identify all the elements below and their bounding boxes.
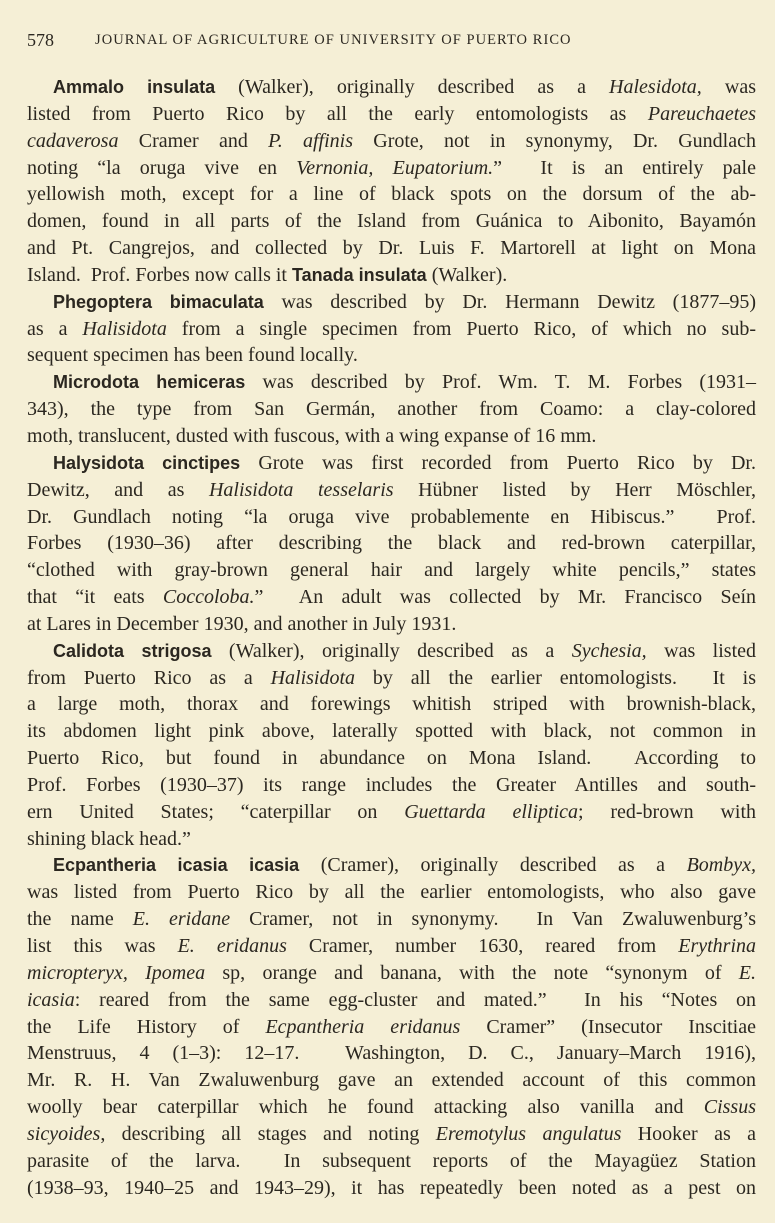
text-run: 343), the type from San Germán, another from Coamo: a clay-colored [27,398,756,421]
text-run: that “it eats [27,586,163,609]
text-line [27,1067,756,1094]
running-header [27,30,687,54]
text-line [27,450,756,477]
text-line [27,987,756,1014]
species-name: Phegoptera bimaculata [53,291,264,312]
text-line [27,1040,756,1067]
text-run: (1938–93, 1940–25 and 1943–29), it has repeatedly been noted as a pest on [27,1176,756,1199]
text-run: shining black head.” [27,827,191,850]
text-line [27,1014,756,1041]
page-number: 578 [27,30,54,50]
text-line [27,289,756,316]
text-run: was described by Dr. Hermann Dewitz (1877–95) [263,290,756,313]
text-run: list this was [27,935,178,957]
text-run: (Cramer), originally described as a [299,854,687,877]
text-line [27,611,756,638]
text-run: was described by Prof. Wm. T. M. Forbes (1931– [245,371,756,394]
italic-text: E. [738,961,756,984]
species-name: Calidota strigosa [53,640,212,661]
text-run: Island. Prof. Forbes now calls it [27,263,292,286]
text-run: Dr. Gundlach noting “la oruga vive probablemente en Hibiscus.” Prof. [27,505,756,528]
italic-text: cadaverosa [27,129,119,152]
text-line [27,691,756,718]
text-run: : reared from the same egg-cluster and mated.” In his “Notes on [74,988,756,1011]
article-body [27,74,756,1201]
paragraph [27,638,756,853]
paragraph [27,74,756,289]
text-run: Dewitz, and as [27,478,209,501]
italic-text: Halisidota [82,317,167,340]
text-line [27,665,756,692]
text-line [27,477,756,504]
paragraph [27,289,756,370]
italic-text: Halisidota [270,666,356,689]
italic-text: Sychesia, [571,639,647,662]
italic-text: Cissus [703,1096,756,1119]
text-line [27,557,756,584]
text-line [27,396,756,423]
text-run: parasite of the larva. In subsequent reports of the Mayagüez Station [27,1149,756,1172]
text-run: , describing all stages and noting [100,1122,436,1145]
paragraph [27,369,756,450]
italic-text: sicyoides [27,1122,101,1145]
text-line [27,423,756,450]
italic-text: Halisidota tesselaris [208,478,394,501]
text-run: Cramer, not in synonymy. In Van Zwaluwenburg’s [230,908,757,931]
text-run: sp, orange and banana, with the note “synonym of [205,961,739,984]
text-run: the name [27,908,133,931]
text-line [27,208,756,235]
text-line [27,530,756,557]
text-run: was listed from Puerto Rico by all the earlier entomologists, who also gave [27,881,756,904]
text-run: listed from Puerto Rico by all the early entomologists as [27,102,648,125]
text-run: Hooker as a [621,1122,756,1145]
text-run: noting “la oruga vive en [27,156,297,179]
text-run: ” It is an entirely pale [493,156,756,179]
text-run: Grote, not in synonymy, Dr. Gundlach [353,129,756,152]
text-run: ; red-brown with [578,800,756,823]
text-run: (Walker), originally described as a [211,639,572,662]
text-line [27,155,756,182]
text-run: ” An adult was collected by Mr. Francisco Seín [254,586,756,609]
text-line [27,584,756,611]
text-run: (Walker). [426,263,508,286]
paragraph [27,450,756,638]
text-run: from Puerto Rico as a [27,666,271,689]
italic-text: icasia [27,988,75,1011]
text-line [27,638,756,665]
text-run: Mr. R. H. Van Zwaluwenburg gave an extended account of this common [27,1069,756,1092]
text-run: domen, found in all parts of the Island from Guánica to Aibonito, Bayamón [27,210,756,233]
text-run: from a single specimen from Puerto Rico, of which no sub- [166,317,756,340]
text-line [27,181,756,208]
text-line [27,1175,756,1202]
text-line [27,960,756,987]
text-run: woolly bear caterpillar which he found attacking also vanilla and [27,1096,704,1119]
italic-text: Coccoloba. [162,586,255,609]
text-run: Hübner listed by Herr Möschler, [393,478,757,501]
text-run: “clothed with gray-brown general hair and largely white pencils,” states [27,559,756,582]
text-run: sequent specimen has been found locally. [27,344,358,367]
text-line [27,799,756,826]
paragraph [27,852,756,1201]
text-line [27,852,756,879]
italic-text: E. eridane [132,908,231,931]
text-run: was [701,76,756,98]
text-run: was listed [646,639,757,662]
text-line [27,1148,756,1175]
text-run: Cramer, number 1630, reared from [286,935,679,957]
text-run: Prof. Forbes (1930–37) its range includes the Greater Antilles and south- [27,773,756,796]
running-title: JOURNAL OF AGRICULTURE OF UNIVERSITY OF PUERTO RICO [95,32,572,48]
italic-text: Bombyx, [686,854,756,877]
text-line [27,1094,756,1121]
italic-text: Eremotylus angulatus [435,1122,622,1145]
text-line [27,745,756,772]
text-line [27,101,756,128]
text-line [27,74,756,101]
text-line [27,772,756,799]
species-name: Ecpantheria icasia icasia [53,855,300,876]
text-run: by all the earlier entomologists. It is [355,666,757,689]
text-line [27,316,756,343]
species-name: Halysidota cinctipes [53,452,241,473]
text-run: a large moth, thorax and forewings whitish striped with brownish-black, [27,693,756,716]
italic-text: P. affinis [268,129,353,152]
species-name: Microdota hemiceras [53,372,246,393]
italic-text: Halesidota, [609,76,702,98]
text-line [27,262,756,289]
text-line [27,1121,756,1148]
text-line [27,906,756,933]
text-run: Puerto Rico, but found in abundance on Mona Island. According to [27,747,756,770]
text-run: Forbes (1930–36) after describing the black and red-brown caterpillar, [27,532,756,555]
text-line [27,235,756,262]
text-run: ern United States; “caterpillar on [27,800,405,823]
text-line [27,826,756,853]
text-line [27,718,756,745]
text-run: Menstruus, 4 (1–3): 12–17. Washington, D. C., January–March 1916), [27,1042,756,1065]
text-run: its abdomen light pink above, laterally spotted with black, not common in [27,720,756,743]
species-name: Tanada insulata [291,264,427,285]
text-line [27,128,756,155]
text-run: at Lares in December 1930, and another in July 1931. [27,612,457,635]
text-run: Cramer and [118,129,269,152]
italic-text: micropteryx, Ipomea [27,961,206,984]
italic-text: Pareuchaetes [647,102,756,125]
text-line [27,504,756,531]
text-run: Cramer” (Insecutor Inscitiae [460,1015,756,1038]
text-line [27,879,756,906]
italic-text: Ecpantheria eridanus [265,1015,461,1038]
italic-text: E. eridanus [177,935,287,957]
text-run: moth, translucent, dusted with fuscous, with a wing expanse of 16 mm. [27,424,597,447]
text-line [27,369,756,396]
text-run: and Pt. Cangrejos, and collected by Dr. Luis F. Martorell at light on Mona [27,237,756,260]
text-line [27,342,756,369]
text-run: yellowish moth, except for a line of black spots on the dorsum of the ab- [27,183,756,206]
species-name: Ammalo insulata [53,77,216,97]
text-run: Grote was first recorded from Puerto Rico by Dr. [240,451,756,474]
italic-text: Erythrina [678,935,757,957]
italic-text: Vernonia, Eupatorium. [296,156,494,179]
text-run: the Life History of [27,1015,266,1038]
text-run: (Walker), originally described as a [215,76,610,98]
text-run: as a [27,317,83,340]
italic-text: Guettarda elliptica [404,800,578,823]
text-line [27,933,756,960]
